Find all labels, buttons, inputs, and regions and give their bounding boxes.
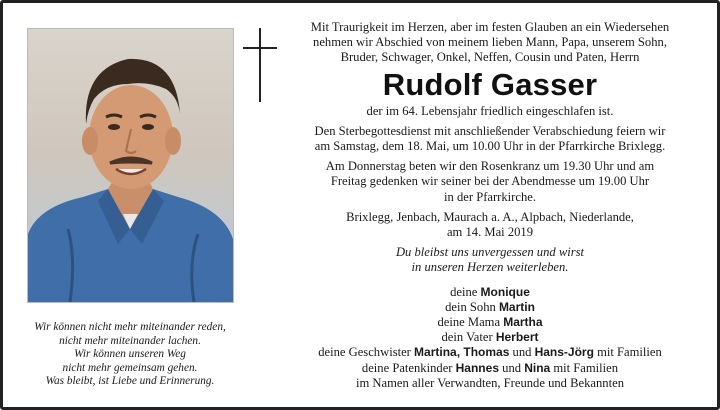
motto-line: in unseren Herzen weiterleben. <box>411 260 569 275</box>
portrait-illustration <box>28 29 233 302</box>
intro-line: Mit Traurigkeit im Herzen, aber im festen Glauben an ein Wiedersehen <box>310 20 670 34</box>
memorial-poem <box>3 321 257 389</box>
mourner-closing: im Namen aller Verwandten, Freunde und Bekannten <box>355 375 624 390</box>
mourner-father: dein Vater Herbert <box>441 330 539 345</box>
portrait-photo <box>27 28 234 303</box>
intro-line: nehmen wir Abschied von meinem lieben Mann, Papa, unserem Sohn, <box>313 35 667 50</box>
mourner-mother: deine Mama Martha <box>437 315 543 330</box>
rosary-line: in der Pfarrkirche. <box>444 189 536 204</box>
poem-line: nicht mehr gemeinsam gehen. <box>62 361 198 374</box>
service-line: am Samstag, dem 18. Mai, um 10.00 Uhr in der Pfarrkirche Brixlegg. <box>314 139 666 154</box>
motto-line: Du bleibst uns unvergessen und wirst <box>395 245 585 260</box>
poem-line: Wir können unseren Weg <box>74 348 186 361</box>
mourner-son: dein Sohn Martin <box>445 299 535 314</box>
poem-line: Was bleibt, ist Liebe und Erinnerung. <box>45 375 215 388</box>
age-line: der im 64. Lebensjahr friedlich eingeschlafen ist. <box>366 103 614 118</box>
poem-line: nicht mehr miteinander lachen. <box>59 334 201 347</box>
notice-text-column <box>257 20 720 391</box>
deceased-name: Rudolf Gasser <box>382 66 598 102</box>
service-line: Den Sterbegottesdienst mit anschließender Verabschiedung feiern wir <box>314 123 666 138</box>
mourner-godchildren: deine Patenkinder Hannes und Nina mit Familien <box>361 360 619 375</box>
rosary-line: Am Donnerstag beten wir den Rosenkranz um 19.30 Uhr und am <box>325 159 655 174</box>
intro-line: Bruder, Schwager, Onkel, Neffen, Cousin und Paten, Herrn <box>340 50 640 65</box>
mourner-wife: deine Monique <box>450 284 530 299</box>
place-line: Brixlegg, Jenbach, Maurach a. A., Alpbach, Niederlande, <box>346 209 634 224</box>
date-line: am 14. Mai 2019 <box>446 225 534 240</box>
rosary-line: Freitag gedenken wir seiner bei der Abendmesse um 19.00 Uhr <box>330 174 650 189</box>
mourner-siblings: deine Geschwister Martina, Thomas und Hans-Jörg mit Familien <box>318 345 662 360</box>
poem-line: Wir können nicht mehr miteinander reden, <box>34 321 226 333</box>
